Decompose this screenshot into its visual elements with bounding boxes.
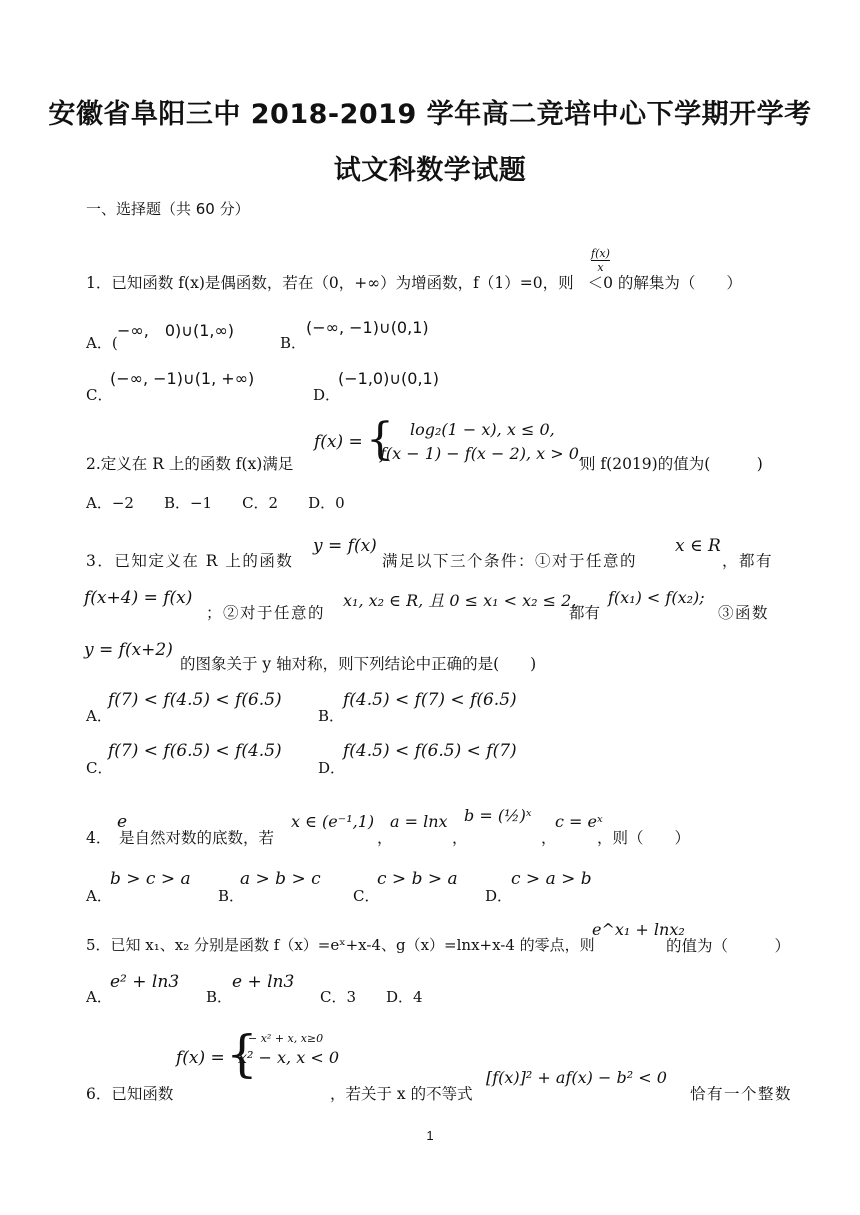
q3-line2-math2: x₁, x₂ ∈ R, 且 0 ≤ x₁ < x₂ ≤ 2, (343, 591, 577, 610)
q4-text1: 是自然对数的底数，若 (119, 829, 275, 847)
q3-optB: f(4.5) < f(7) < f(6.5) (343, 690, 517, 710)
q4-optC: c > b > a (377, 869, 458, 889)
q3-line2-math3: f(x₁) < f(x₂); (608, 588, 705, 607)
q1-optA: −∞, 0)∪(1,∞) (117, 321, 235, 340)
q4-optD: c > a > b (511, 869, 592, 889)
q2-options: A．−2 B．−1 C．2 D．0 (86, 494, 345, 512)
q1-frac-den: x (597, 261, 604, 274)
q5-optB-label: B． (206, 988, 233, 1006)
q4-optD-label: D． (485, 887, 513, 905)
page-number: 1 (426, 1128, 434, 1143)
q1-optD: (−1,0)∪(0,1) (338, 369, 439, 388)
q2-text-after: 则 f(2019)的值为( ) (580, 455, 763, 473)
q6-fx: f(x) = (176, 1048, 225, 1068)
q6-case2: x² − x, x < 0 (238, 1048, 339, 1067)
q1-optD-label: D． (313, 386, 341, 404)
q3-optC-label: C． (86, 759, 113, 777)
q3-line1-a: 3．已知定义在 R 上的函数 (86, 552, 294, 570)
q3-line3-math: y = f(x+2) (84, 640, 173, 660)
q1-text: 1．已知函数 f(x)是偶函数，若在（0，+∞）为增函数，f（1）=0，则 (86, 274, 574, 292)
q3-optB-label: B． (318, 707, 345, 725)
q3-line1-math2: x ∈ R (675, 536, 721, 556)
q4-e: e (117, 812, 128, 832)
q1-frac-num: f(x) (591, 247, 610, 260)
q4-sep2: ， (452, 829, 468, 847)
q4-m2: a = lnx (390, 812, 448, 831)
q2-case1: log₂(1 − x), x ≤ 0, (410, 420, 555, 439)
q4-num: 4． (86, 829, 112, 847)
q1-optC-label: C． (86, 386, 113, 404)
q3-optA-label: A． (86, 707, 112, 725)
q4-optB: a > b > c (240, 869, 321, 889)
q1-optB: (−∞, −1)∪(0,1) (306, 318, 429, 337)
q5-optA-label: A． (86, 988, 112, 1006)
section-heading: 一、选择题（共 60 分） (86, 200, 250, 218)
q6-text2: ，若关于 x 的不等式 (330, 1085, 473, 1103)
q4-m4: c = eˣ (555, 812, 603, 831)
q3-line2-b: 都有 (569, 604, 601, 622)
q3-optD-label: D． (318, 759, 346, 777)
q6-text3: 恰有一个整数 (690, 1085, 793, 1103)
q1-optA-label: A．( (86, 334, 118, 352)
q3-line1-math1: y = f(x) (313, 536, 377, 556)
q2-fx: f(x) = (314, 432, 363, 452)
q4-m1: x ∈ (e⁻¹,1) (291, 812, 375, 831)
q5-math: e^x₁ + lnx₂ (592, 920, 685, 939)
q4-text2: ，则（ ） (597, 829, 691, 847)
q4-optC-label: C． (353, 887, 380, 905)
q5-optA: e² + ln3 (110, 972, 180, 992)
q6-text: 6．已知函数 (86, 1085, 174, 1103)
q6-brace: { (226, 1025, 258, 1083)
q4-sep3: ， (541, 829, 557, 847)
q6-math: [f(x)]² + af(x) − b² < 0 (486, 1068, 667, 1087)
q5-optCD: C．3 D．4 (320, 988, 423, 1006)
q3-line2-math1: f(x+4) = f(x) (84, 588, 193, 608)
q3-line3-text: 的图象关于 y 轴对称，则下列结论中正确的是( ) (180, 655, 537, 673)
q3-line1-c: ，都有 (722, 552, 774, 570)
q3-line1-b: 满足以下三个条件：①对于任意的 (382, 552, 638, 570)
q5-optB: e + ln3 (232, 972, 295, 992)
q5-text: 5．已知 x₁、x₂ 分别是函数 f（x）=eˣ+x-4、g（x）=lnx+x-4 的零点，则 (86, 936, 595, 954)
doc-title-line2: 试文科数学试题 (333, 155, 527, 186)
q3-line2-a: ；②对于任意的 (206, 604, 326, 622)
q1-stem (86, 271, 742, 293)
q3-optA: f(7) < f(4.5) < f(6.5) (108, 690, 282, 710)
q1-text-after: ＜0 的解集为（ ） (587, 274, 742, 292)
q3-optC: f(7) < f(6.5) < f(4.5) (108, 741, 282, 761)
q4-optA: b > c > a (110, 869, 191, 889)
q3-optD: f(4.5) < f(6.5) < f(7) (343, 741, 517, 761)
q2-brace: { (366, 414, 394, 465)
q5-text-after: 的值为（ ） (666, 937, 791, 955)
q2-case2: f(x − 1) − f(x − 2), x > 0, (380, 444, 584, 463)
q1-optB-label: B． (280, 334, 307, 352)
q1-fraction (591, 247, 610, 274)
q6-case1: − x² + x, x≥0 (248, 1032, 324, 1045)
q4-sep1: ， (377, 829, 393, 847)
q3-line2-c: ③函数 (718, 604, 770, 622)
q1-optC: (−∞, −1)∪(1, +∞) (110, 369, 255, 388)
q4-optA-label: A． (86, 887, 112, 905)
q4-optB-label: B． (218, 887, 245, 905)
q2-text: 2.定义在 R 上的函数 f(x)满足 (86, 455, 294, 473)
q4-m3: b = (½)ˣ (464, 806, 532, 825)
doc-title-line1: 安徽省阜阳三中 2018-2019 学年高二竞培中心下学期开学考 (48, 99, 812, 130)
